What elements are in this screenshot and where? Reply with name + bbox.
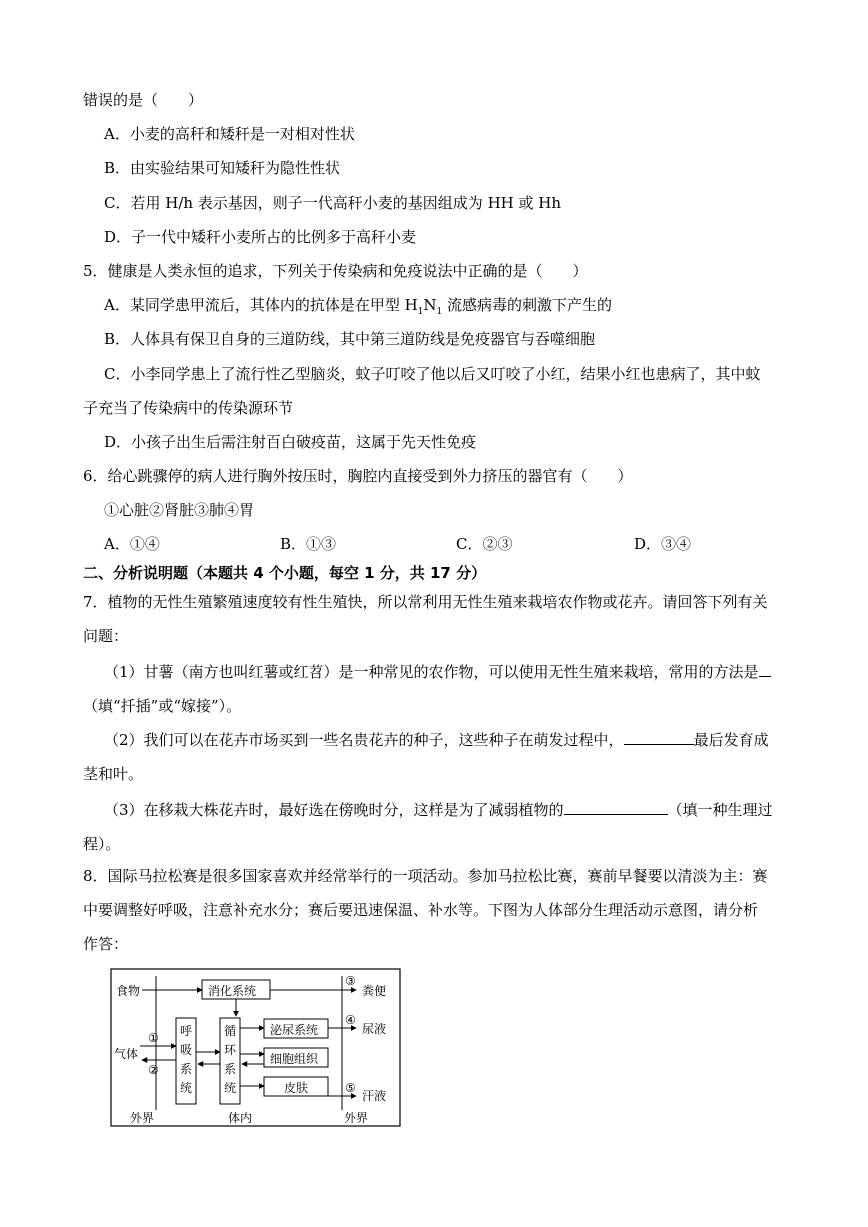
label-food: 食物 <box>116 984 141 998</box>
q5-option-b: B．人体具有保卫自身的三道防线，其中第三道防线是免疫器官与吞噬细胞 <box>104 330 596 348</box>
q7-part3-post: （填一种生理过 <box>667 801 773 819</box>
q5-option-a-pre: A．某同学患甲流后，其体内的抗体是在甲型 H <box>104 296 418 314</box>
label-sweat: 汗液 <box>362 1089 387 1103</box>
q4-option-c: C．若用 H/h 表示基因，则子一代高秆小麦的基因组成为 HH 或 Hh <box>104 194 562 212</box>
q5-option-a-mid: N <box>423 296 437 314</box>
q5-option-a <box>104 295 612 322</box>
q7-answer-blank-3[interactable] <box>564 800 668 815</box>
label-outside-right: 外界 <box>344 1111 369 1125</box>
q8-stem-line3: 作答： <box>83 935 129 953</box>
q5-stem: 5．健康是人类永恒的追求，下列关于传染病和免疫说法中正确的是（ ） <box>83 262 588 280</box>
label-tissue: 细胞组织 <box>270 1052 319 1066</box>
q7-part2-line1 <box>104 730 769 750</box>
q7-part1-line1 <box>104 662 771 682</box>
q4-option-a: A．小麦的高秆和矮秆是一对相对性状 <box>104 125 355 143</box>
label-circulatory-2: 环 <box>224 1043 237 1057</box>
label-digestive: 消化系统 <box>208 984 257 998</box>
q8-stem-line2: 中要调整好呼吸，注意补充水分；赛后要迅速保温、补水等。下图为人体部分生理活动示意图，请分析 <box>83 901 759 919</box>
label-respiratory-4: 统 <box>180 1081 193 1095</box>
label-skin: 皮肤 <box>284 1081 309 1095</box>
label-feces: 粪便 <box>362 984 387 998</box>
label-circulatory-4: 统 <box>224 1081 237 1095</box>
label-respiratory-1: 呼 <box>180 1024 193 1038</box>
q5-option-a-sub2: 1 <box>436 307 443 317</box>
q6-stem: 6．给心跳骤停的病人进行胸外按压时，胸腔内直接受到外力挤压的器官有（ ） <box>83 467 633 485</box>
q7-part1-line2: （填“扦插”或“嫁接”）。 <box>83 697 242 715</box>
label-inside: 体内 <box>228 1111 253 1125</box>
q7-stem-line1: 7．植物的无性生殖繁殖速度较有性生殖快，所以常利用无性生殖来栽培农作物或花卉。请回答下列有关 <box>83 593 768 611</box>
label-urine: 尿液 <box>362 1022 387 1036</box>
label-respiratory-2: 吸 <box>180 1043 193 1057</box>
q8-stem-line1: 8．国际马拉松赛是很多国家喜欢并经常举行的一项活动。参加马拉松比赛，赛前早餐要以清淡为主：赛 <box>83 867 768 885</box>
q4-option-b: B．由实验结果可知矮秆为隐性性状 <box>104 159 341 177</box>
q6-items: ①心脏②肾脏③肺④胃 <box>104 501 255 519</box>
q5-option-a-sub1: 1 <box>417 307 424 317</box>
q6-option-d: D．③④ <box>634 535 692 553</box>
q7-part1-text: （1）甘薯（南方也叫红薯或红苕）是一种常见的农作物，可以使用无性生殖来栽培，常用的方法是 <box>104 663 759 681</box>
q5-option-d: D．小孩子出生后需注射百白破疫苗，这属于先天性免疫 <box>104 433 477 451</box>
q7-part2-pre: （2）我们可以在花卉市场买到一些名贵花卉的种子，这些种子在萌发过程中， <box>104 731 624 749</box>
q6-option-b: B．①③ <box>280 535 337 553</box>
marker-4: ④ <box>345 1013 356 1027</box>
label-circulatory-1: 循 <box>224 1024 237 1038</box>
q7-part3-line1 <box>104 800 773 820</box>
q7-part3-line2: 程）。 <box>83 835 121 853</box>
marker-2: ② <box>148 1063 159 1077</box>
label-gas: 气体 <box>114 1047 139 1061</box>
q5-option-c-line1: C．小李同学患上了流行性乙型脑炎，蚊子叮咬了他以后又叮咬了小红，结果小红也患病了，其中蚊 <box>104 365 761 383</box>
q7-part2-line2: 茎和叶。 <box>83 765 144 783</box>
physiology-diagram <box>110 968 402 1128</box>
label-respiratory-3: 系 <box>180 1062 193 1076</box>
marker-3: ③ <box>345 974 356 988</box>
q5-option-a-post: 流感病毒的刺激下产生的 <box>442 296 613 314</box>
label-circulatory-3: 系 <box>224 1062 237 1076</box>
marker-1: ① <box>148 1031 159 1045</box>
q7-part2-post: 最后发育成 <box>693 731 769 749</box>
q4-option-d: D．子一代中矮秆小麦所占的比例多于高秆小麦 <box>104 228 417 246</box>
marker-5: ⑤ <box>345 1081 356 1095</box>
q7-answer-blank-2[interactable] <box>624 730 694 745</box>
label-urinary: 泌尿系统 <box>270 1023 319 1037</box>
q7-answer-blank-1[interactable] <box>759 662 771 677</box>
label-outside-left: 外界 <box>130 1111 155 1125</box>
q6-option-a: A．①④ <box>104 535 160 553</box>
q7-stem-line2: 问题： <box>83 627 129 645</box>
q5-option-c-line2: 子充当了传染病中的传染源环节 <box>83 399 294 417</box>
q4-stem-tail: 错误的是（ ） <box>83 91 204 109</box>
q6-option-c: C．②③ <box>456 535 513 553</box>
section-heading: 二、分析说明题（本题共 4 个小题，每空 1 分，共 17 分） <box>83 564 487 582</box>
q7-part3-pre: （3）在移栽大株花卉时，最好选在傍晚时分，这样是为了减弱植物的 <box>104 801 564 819</box>
